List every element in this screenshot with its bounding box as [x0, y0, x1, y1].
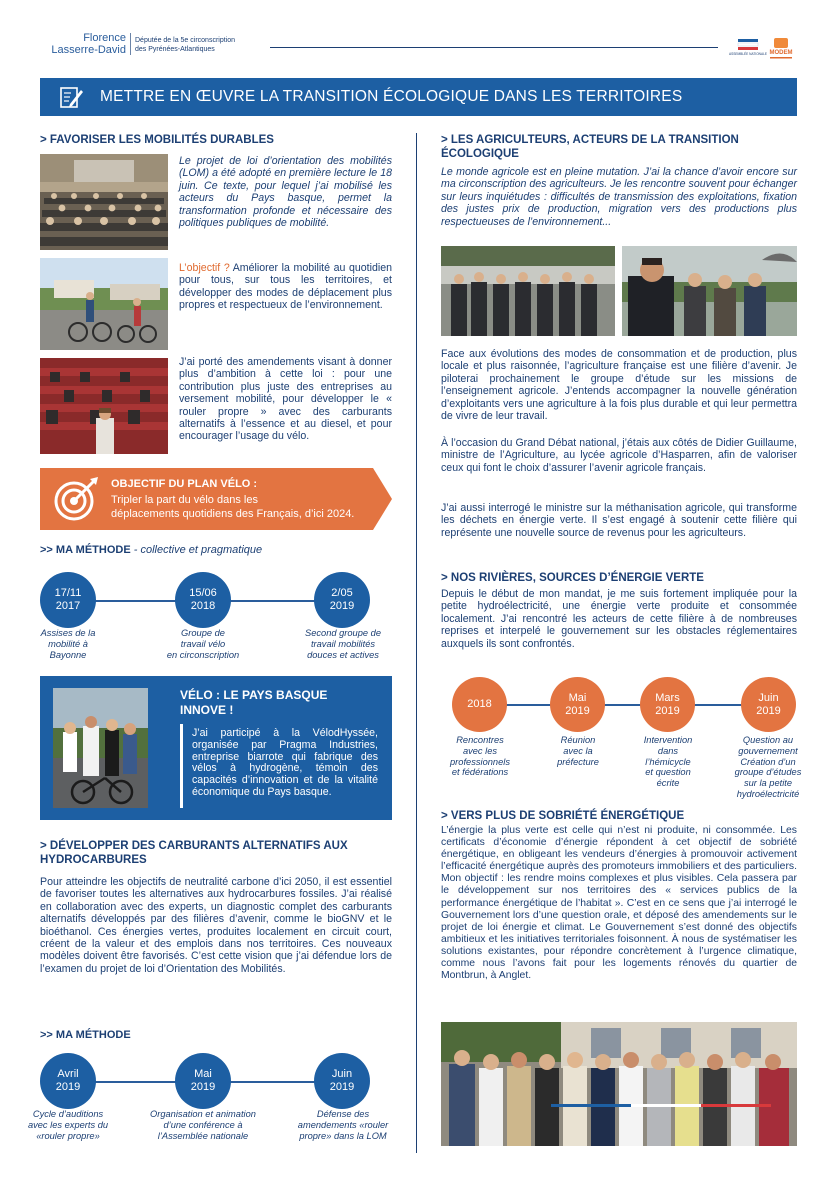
- rivieres-date-4: Juin 2019: [741, 677, 796, 732]
- methode2-label-1: Cycle d’auditions avec les experts du «rouler propre»: [27, 1109, 109, 1141]
- banner-title: METTRE EN ŒUVRE LA TRANSITION ÉCOLOGIQUE DANS LES TERRITOIRES: [100, 88, 683, 105]
- mobilites-heading: > FAVORISER LES MOBILITÉS DURABLES: [40, 134, 274, 146]
- target-icon: [52, 475, 102, 523]
- amendements-paragraph: J’ai porté des amendements visant à donner plus d’ambition à cette loi : pour une contribution plus juste des entreprises au versement mobilité, pour développer le « rouler propre » avec des carburants alternatifs à l’essence et au diesel, et pour encourager l’usage du vélo.: [179, 356, 392, 443]
- rivieres-label-4: Question au gouvernement Création d’un groupe d’études sur la petite hydroélectricité: [734, 735, 802, 799]
- rivieres-date-1: 2018: [452, 677, 507, 732]
- header-separator: [130, 33, 131, 55]
- farm-visit-photo-2: [622, 246, 797, 336]
- methode1-label-2: Groupe de travail vélo en circonscription: [166, 628, 240, 660]
- assembly-photo: [40, 358, 168, 454]
- rivieres-date-3: Mars 2019: [640, 677, 695, 732]
- rivieres-heading: > NOS RIVIÈRES, SOURCES D’ÉNERGIE VERTE: [441, 572, 704, 584]
- rivieres-label-3: Intervention dans l’hémicycle et question écrite: [643, 735, 693, 789]
- modem-logo: [764, 36, 798, 62]
- author-description: Députée de la 5e circonscription des Pyrénées-Atlantiques: [135, 37, 236, 53]
- velo-basque-title: VÉLO : LE PAYS BASQUE INNOVE !: [180, 688, 328, 717]
- carburants-text: Pour atteindre les objectifs de neutralité carbone d’ici 2050, il est essentiel de favoriser toutes les alternatives aux hydrocarbures fossiles. J’ai réalisé en collaboration avec des experts, un diagnostic complet des carburants alternatifs développés par des filières d’avenir, comme le bioGNV et le bioéthanol. Ces énergies vertes, produites localement en circuit court, créent de la valeur et des emplois dans nos territoires. Ces nouveaux modèles doivent être favorisés. C’est cette vision que j’ai défendue lors de l’examen du projet de loi d’Orientation des Mobilités.: [40, 876, 392, 975]
- rivieres-date-2: Mai 2019: [550, 677, 605, 732]
- agriculteurs-intro: Le monde agricole est en pleine mutation. J’ai la chance d’avoir encore sur ma circonscription des agriculteurs. Je les rencontre souvent pour échanger sur leurs inquiétudes : difficultés de transmission des exploitations, fixation des justes prix de production, migration vers des productions plus respectueuses de l’environnement...: [441, 166, 797, 228]
- agriculteurs-p1: Face aux évolutions des modes de consommation et de production, plus locale et plus raisonnée, l’agriculture française est une filière d’avenir. Je piloterai prochainement le groupe d’étude sur les missions de l’enseignement agricole. J’entends accompagner la nouvelle génération d’exploitants vers une agriculture à la fois plus durable et qui leur permettra de vivre de leur travail.: [441, 348, 797, 423]
- objectif-paragraph: [179, 262, 392, 312]
- svg-text:ASSEMBLÉE NATIONALE: ASSEMBLÉE NATIONALE: [728, 52, 768, 56]
- rivieres-timeline-line: [482, 704, 772, 706]
- sobriete-text: L’énergie la plus verte est celle qui n’est ni produite, ni consommée. Les certificats d’économie d’énergie répondent à cet objectif de sobriété énergétique, en obligeant les vendeurs d’énergies à promouvoir activement l’efficacité énergétique auprès des promoteurs immobiliers et des particuliers. Mon objectif : les rendre moins complexes et plus visibles. Cela passera par le développement sur nos territoires des « services publics de la performance énergétique de l’habitat ». C’est en ce sens que j’ai interrogé le Gouvernement lors d’une question orale, et déposé des amendements sur le projet de loi énergie et climat. Le Gouvernement s’est donné des objectifs ambitieux et les initiatives territoriales foisonnent. À nous de systématiser les solutions existantes, pour répondre concrètement à l’urgence climatique, comme nous l’avons fait pour les logements rénovés du quartier de Montbrun, à Anglet.: [441, 825, 797, 982]
- plan-velo-title: OBJECTIF DU PLAN VÉLO :: [111, 478, 258, 490]
- methode2-label-3: Défense des amendements «rouler propre» dans la LOM: [297, 1109, 389, 1141]
- methode2-label-2: Organisation et animation d’une conférence à l’Assemblée nationale: [150, 1109, 256, 1141]
- montbrun-inauguration-photo: [441, 1022, 797, 1146]
- objectif-text: Améliorer la mobilité au quotidien pour tous, sur tous les territoires, et développer des modes de déplacement plus propres et respectueux de l’environnement.: [179, 262, 392, 312]
- column-divider: [416, 133, 417, 1153]
- velodhyssee-photo: [53, 688, 148, 808]
- methode1-date-3: 2/05 2019: [314, 572, 370, 628]
- header-rule: [270, 47, 718, 48]
- author-name: Florence Lasserre-David: [51, 32, 126, 56]
- methode1-date-2: 15/06 2018: [175, 572, 231, 628]
- methode1-label-3: Second groupe de travail mobilités douces et actives: [305, 628, 381, 660]
- methode2-date-2: Mai 2019: [175, 1053, 231, 1109]
- mobilites-intro: Le projet de loi d’orientation des mobilités (LOM) a été adopté en première lecture le 18 juin. Ce texte, pour lequel j’ai mobilisé les acteurs du Pays basque, permet la transformation profonde et nécessaire des politiques publiques de mobilité.: [179, 155, 392, 230]
- agriculteurs-p2: À l’occasion du Grand Débat national, j’étais aux côtés de Didier Guillaume, ministre de l’Agriculture, au lycée agricole d’Hasparren, afin de valoriser ceux qui font le choix d’assurer l’avenir agricole français.: [441, 437, 797, 474]
- pencil-note-icon: [56, 82, 86, 112]
- sobriete-heading: > VERS PLUS DE SOBRIÉTÉ ÉNERGÉTIQUE: [441, 810, 685, 822]
- agriculteurs-p3: J’ai aussi interrogé le ministre sur la méthanisation agricole, qui transforme les déchets en énergie verte. Il s’est engagé à soutenir cette filière qui représente une nouvelle source de revenus pour les agriculteurs.: [441, 502, 797, 539]
- carburants-heading: > DÉVELOPPER DES CARBURANTS ALTERNATIFS AUX HYDROCARBURES: [40, 840, 348, 866]
- lom-conference-photo: [40, 154, 168, 250]
- methode1-date-1: 17/11 2017: [40, 572, 96, 628]
- assemblee-nationale-logo: [728, 36, 768, 62]
- velo-basque-text: J’ai participé à la VélodHyssée, organisée par Pragma Industries, entreprise biarrote qui fabrique des vélos à hydrogène, témoin des capacités d’innovation et de la vitalité économique du Pays basque.: [192, 727, 378, 798]
- methode1-heading: >> MA MÉTHODE - collective et pragmatique: [40, 544, 263, 556]
- methode2-date-1: Avril 2019: [40, 1053, 96, 1109]
- objectif-label: L’objectif ?: [179, 262, 230, 274]
- plan-velo-text: Tripler la part du vélo dans les déplacements quotidiens des Français, d’ici 2024.: [111, 494, 355, 520]
- velo-basque-rule: [180, 724, 183, 808]
- methode2-date-3: Juin 2019: [314, 1053, 370, 1109]
- rivieres-label-2: Réunion avec la préfecture: [557, 735, 599, 767]
- methode2-heading: >> MA MÉTHODE: [40, 1029, 131, 1041]
- rivieres-text: Depuis le début de mon mandat, je me suis fortement impliquée pour la petite hydroélectricité, une énergie verte produite et consommée localement. J’ai rencontré les acteurs de cette filière à de nombreuses reprises et interpelé le gouvernement sur les obstacles réglementaires auxquels ils sont confrontés.: [441, 588, 797, 650]
- rivieres-label-1: Rencontres avec les professionnels et fédérations: [450, 735, 510, 778]
- svg-text:MODEM: MODEM: [769, 50, 793, 56]
- farm-visit-photo-1: [441, 246, 615, 336]
- agriculteurs-heading: > LES AGRICULTEURS, ACTEURS DE LA TRANSITION ÉCOLOGIQUE: [441, 134, 739, 160]
- cyclists-photo: [40, 258, 168, 350]
- methode1-label-1: Assises de la mobilité à Bayonne: [40, 628, 96, 660]
